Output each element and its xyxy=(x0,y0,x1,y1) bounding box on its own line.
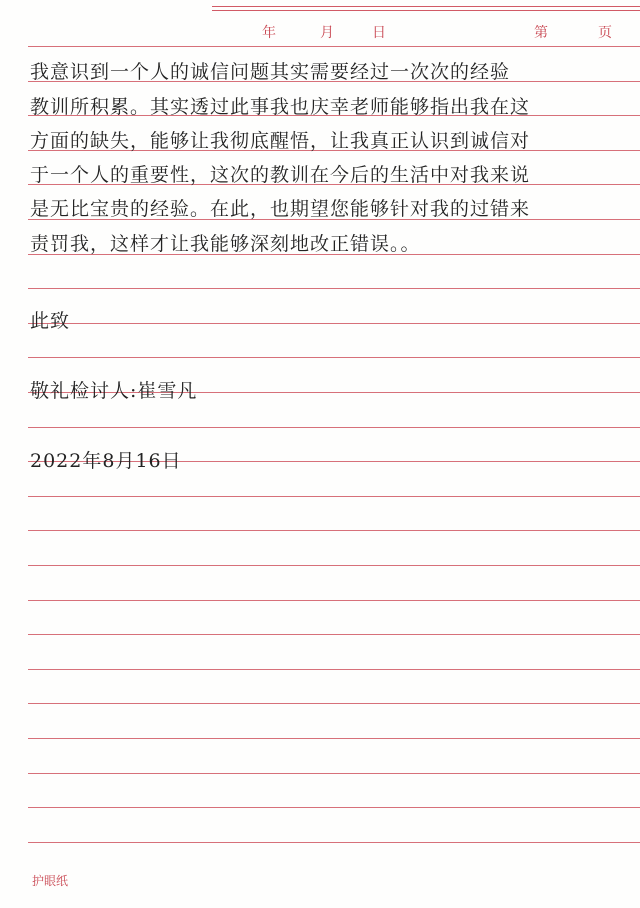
ruled-line xyxy=(28,807,640,808)
letter-line-5: 是无比宝贵的经验。在此，也期望您能够针对我的过错来 xyxy=(30,198,531,220)
ruled-line xyxy=(28,323,640,324)
ruled-line xyxy=(28,427,640,428)
header-month: 月 xyxy=(320,25,334,41)
letter-signature: 敬礼检讨人:崔雪凡 xyxy=(30,380,198,402)
header-page-suffix: 页 xyxy=(598,25,612,41)
letter-date: 2022年8月16日 xyxy=(30,450,182,472)
ruled-line xyxy=(28,669,640,670)
letter-line-2: 教训所积累。其实透过此事我也庆幸老师能够指出我在这 xyxy=(30,96,531,118)
paper-brand-label: 护眼纸 xyxy=(32,874,69,888)
header-day: 日 xyxy=(372,25,386,41)
ruled-line xyxy=(28,530,640,531)
header-top-rule-inner xyxy=(212,10,640,11)
ruled-line xyxy=(28,703,640,704)
letter-line-4: 于一个人的重要性，这次的教训在今后的生活中对我来说 xyxy=(30,164,531,186)
letter-line-1: 我意识到一个人的诚信问题其实需要经过一次次的经验 xyxy=(30,61,511,83)
letter-line-6: 责罚我，这样才让我能够深刻地改正错误。。 xyxy=(30,233,421,255)
ruled-line xyxy=(28,634,640,635)
ruled-line xyxy=(28,288,640,289)
header-top-rule xyxy=(212,6,640,7)
ruled-line xyxy=(28,773,640,774)
ruled-line xyxy=(28,496,640,497)
ruled-line xyxy=(28,842,640,843)
letter-closing: 此致 xyxy=(30,310,71,332)
ruled-line xyxy=(28,600,640,601)
ruled-line xyxy=(28,357,640,358)
header xyxy=(0,18,640,42)
header-page-prefix: 第 xyxy=(534,25,548,41)
ruled-line xyxy=(28,738,640,739)
ruled-line xyxy=(28,565,640,566)
letter-line-3: 方面的缺失，能够让我彻底醒悟，让我真正认识到诚信对 xyxy=(30,130,531,152)
ruled-line xyxy=(28,46,640,47)
header-year: 年 xyxy=(262,25,276,41)
